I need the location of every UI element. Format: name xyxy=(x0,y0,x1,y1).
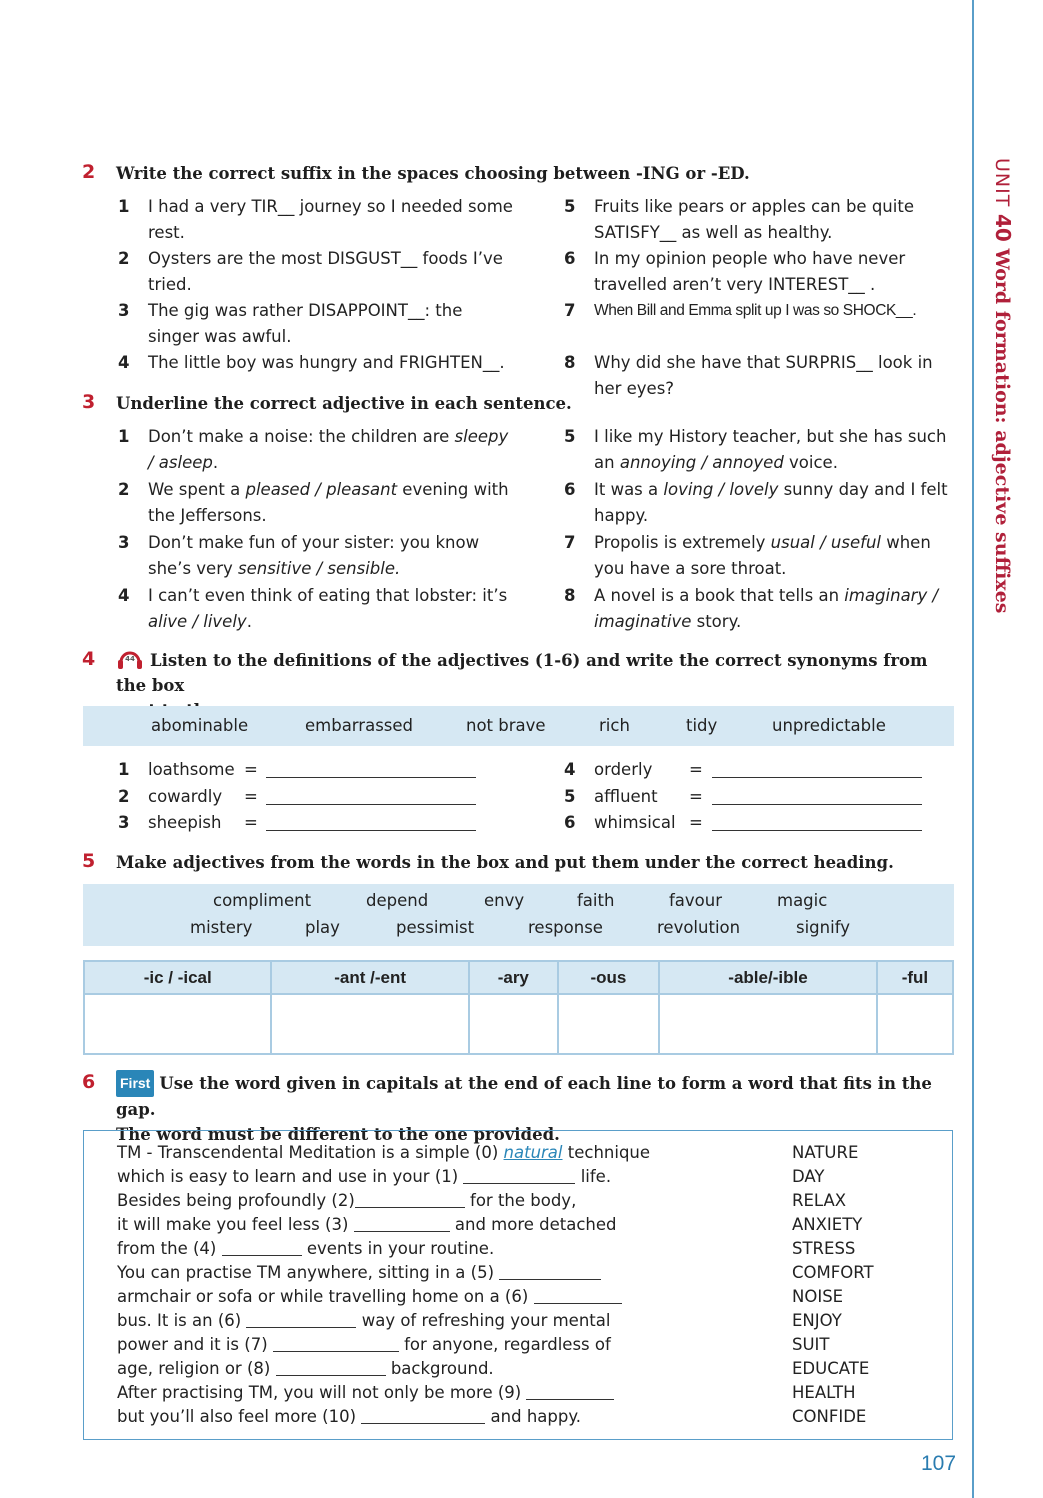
item-number: 4 xyxy=(118,353,130,372)
capital-word: ANXIETY xyxy=(792,1215,863,1234)
ex3-item xyxy=(118,424,528,476)
item-text: When Bill and Emma split up I was so SHOCK__. xyxy=(594,302,917,319)
gap-blank[interactable] xyxy=(361,1407,485,1424)
unit-word: UNIT xyxy=(991,158,1013,208)
item-text xyxy=(148,477,518,529)
answer-cell[interactable] xyxy=(659,994,877,1054)
column-heading: -ful xyxy=(877,961,953,994)
sentence-end: voice. xyxy=(783,453,838,472)
item-number: 5 xyxy=(564,197,576,216)
line-text: Besides being profoundly (2) xyxy=(117,1191,355,1210)
exercise-2-number: 2 xyxy=(82,161,96,183)
box-word: tidy xyxy=(686,716,718,735)
line-text-end: technique xyxy=(562,1143,651,1162)
exercise-2-title: Write the correct suffix in the spaces choosing between -ING or -ED. xyxy=(116,164,750,183)
answer-cell[interactable] xyxy=(877,994,953,1054)
equals-sign: = xyxy=(244,760,258,779)
answer-line[interactable] xyxy=(712,830,922,831)
item-number: 4 xyxy=(564,760,576,779)
item-number: 1 xyxy=(118,760,130,779)
line-text: age, religion or (8) xyxy=(117,1359,276,1378)
exercise-6-title-line1: Use the word given in capitals at the end of each line to form a word that fits in the gap. xyxy=(116,1074,932,1119)
item-number: 1 xyxy=(118,197,130,216)
box-word: envy xyxy=(484,891,525,910)
sentence-start: Propolis is extremely xyxy=(594,533,771,552)
item-word: orderly xyxy=(594,760,653,779)
sentence-start: I can’t even think of eating that lobster: it’s xyxy=(148,586,508,605)
box-word: not brave xyxy=(466,716,546,735)
item-number: 2 xyxy=(118,480,130,499)
box-word: depend xyxy=(366,891,429,910)
box-word: play xyxy=(305,918,340,937)
example-answer: natural xyxy=(503,1143,563,1162)
answer-line[interactable] xyxy=(266,804,476,805)
gap-blank[interactable] xyxy=(276,1359,386,1376)
exercise-5-number: 5 xyxy=(82,850,96,872)
box-word: embarrassed xyxy=(305,716,414,735)
answer-line[interactable] xyxy=(712,804,922,805)
sentence-start: It was a xyxy=(594,480,664,499)
headphones-audio-icon[interactable] xyxy=(116,648,144,670)
item-text: The gig was rather DISAPPOINT__: the singer was awful. xyxy=(148,301,463,346)
item-text xyxy=(594,477,956,529)
text-line xyxy=(117,1383,614,1402)
line-text: but you’ll also feel more (10) xyxy=(117,1407,362,1426)
page-number: 107 xyxy=(921,1452,957,1475)
synonym-item xyxy=(564,810,924,836)
line-text: power and it is (7) xyxy=(117,1335,273,1354)
item-text xyxy=(148,530,518,582)
line-text: You can practise TM anywhere, sitting in a (5) xyxy=(117,1263,500,1282)
synonym-item xyxy=(564,784,924,810)
item-word: loathsome xyxy=(148,760,235,779)
text-line xyxy=(117,1263,601,1282)
line-text: from the (4) xyxy=(117,1239,222,1258)
capital-word: EDUCATE xyxy=(792,1359,870,1378)
item-word: whimsical xyxy=(594,813,676,832)
item-text: Fruits like pears or apples can be quite SATISFY__ as well as healthy. xyxy=(594,197,914,242)
adjective-options[interactable]: pleased / pleasant xyxy=(245,480,398,499)
line-text-end: and more detached xyxy=(449,1215,617,1234)
answer-cell[interactable] xyxy=(558,994,659,1054)
answer-line[interactable] xyxy=(266,830,476,831)
item-text: The little boy was hungry and FRIGHTEN__. xyxy=(148,353,505,372)
item-number: 4 xyxy=(118,586,130,605)
gap-blank[interactable] xyxy=(222,1239,302,1256)
line-text-end: way of refreshing your mental xyxy=(356,1311,611,1330)
line-text: bus. It is an (6) xyxy=(117,1311,247,1330)
gap-blank[interactable] xyxy=(463,1167,575,1184)
box-word: abominable xyxy=(151,716,249,735)
text-line xyxy=(117,1335,611,1354)
item-text: In my opinion people who have never travelled aren’t very INTEREST__ . xyxy=(594,249,906,294)
exercise-6-number: 6 xyxy=(82,1071,96,1093)
sentence-start: Don’t make a noise: the children are xyxy=(148,427,455,446)
capital-word: SUIT xyxy=(792,1335,830,1354)
line-text-end: life. xyxy=(575,1167,612,1186)
box-word: response xyxy=(528,918,603,937)
exercise-6-title-line2: The word must be different to the one provided. xyxy=(116,1125,560,1144)
item-number: 6 xyxy=(564,480,576,499)
item-text xyxy=(594,530,956,582)
box-word: pessimist xyxy=(396,918,475,937)
answer-cell[interactable] xyxy=(84,994,271,1054)
answer-line[interactable] xyxy=(712,777,922,778)
sentence-start: A novel is a book that tells an xyxy=(594,586,845,605)
ex2-item xyxy=(118,246,528,298)
answer-cell[interactable] xyxy=(469,994,558,1054)
sentence-end: evening with the Jeffersons. xyxy=(148,480,509,525)
gap-blank[interactable] xyxy=(526,1383,614,1400)
item-number: 7 xyxy=(564,301,576,320)
gap-blank[interactable] xyxy=(246,1311,356,1328)
equals-sign: = xyxy=(689,760,703,779)
unit-number: 40 xyxy=(991,213,1015,242)
capital-word: HEALTH xyxy=(792,1383,856,1402)
capital-word: ENJOY xyxy=(792,1311,842,1330)
item-number: 3 xyxy=(118,533,130,552)
capital-word: DAY xyxy=(792,1167,825,1186)
exercise-4-number: 4 xyxy=(82,648,96,670)
synonym-item xyxy=(118,757,478,783)
equals-sign: = xyxy=(244,813,258,832)
adjective-options[interactable]: imaginary / imaginative xyxy=(594,586,939,631)
item-text: Oysters are the most DISGUST__ foods I’ve tried. xyxy=(148,249,503,294)
ex3-item xyxy=(564,477,959,529)
gap-blank[interactable] xyxy=(534,1287,622,1304)
item-number: 3 xyxy=(118,813,130,832)
equals-sign: = xyxy=(244,787,258,806)
item-text: I had a very TIR__ journey so I needed some rest. xyxy=(148,197,513,242)
line-text-end: for the body, xyxy=(464,1191,577,1210)
item-text xyxy=(594,583,956,635)
column-heading: -ant /-ent xyxy=(271,961,468,994)
text-line xyxy=(117,1359,494,1378)
adjective-options[interactable]: usual / useful xyxy=(770,533,881,552)
ex2-item xyxy=(564,350,959,402)
synonym-item xyxy=(564,757,924,783)
ex2-item xyxy=(564,246,959,298)
adjective-options[interactable]: annoying / annoyed xyxy=(619,453,784,472)
ex3-item xyxy=(564,530,959,582)
ex3-item xyxy=(564,583,959,635)
item-number: 5 xyxy=(564,787,576,806)
margin-rule xyxy=(972,0,974,1498)
item-text: Why did she have that SURPRIS__ look in her eyes? xyxy=(594,353,933,398)
item-number: 2 xyxy=(118,249,130,268)
column-heading: -able/-ible xyxy=(659,961,877,994)
first-certificate-badge: First xyxy=(116,1070,154,1097)
line-text: which is easy to learn and use in your (1) xyxy=(117,1167,464,1186)
ex2-item xyxy=(118,298,528,350)
capital-word: NOISE xyxy=(792,1287,844,1306)
item-number: 5 xyxy=(564,427,576,446)
track-number: 44 xyxy=(125,655,135,663)
box-word: magic xyxy=(777,891,828,910)
gap-blank[interactable] xyxy=(273,1335,399,1352)
adjective-options[interactable]: sensitive / sensible. xyxy=(238,559,401,578)
adjective-options[interactable]: alive / lively xyxy=(148,612,247,631)
capital-word: RELAX xyxy=(792,1191,847,1210)
sentence-end: . xyxy=(246,612,252,631)
line-text: it will make you feel less (3) xyxy=(117,1215,354,1234)
item-text xyxy=(148,424,518,476)
unit-sidebar xyxy=(985,158,1015,614)
adjective-options[interactable]: loving / lovely xyxy=(663,480,779,499)
box-word: mistery xyxy=(190,918,253,937)
text-line xyxy=(117,1215,617,1234)
sentence-end: sunny day and I felt happy. xyxy=(594,480,948,525)
capital-word: COMFORT xyxy=(792,1263,874,1282)
sentence-end: story. xyxy=(691,612,742,631)
sentence-start: We spent a xyxy=(148,480,246,499)
capital-word: STRESS xyxy=(792,1239,856,1258)
ex3-item xyxy=(564,424,959,476)
text-line xyxy=(117,1287,622,1306)
item-text xyxy=(594,424,956,476)
gap-blank[interactable] xyxy=(355,1191,465,1208)
text-line xyxy=(117,1311,610,1330)
ex2-item xyxy=(118,194,528,246)
item-number: 8 xyxy=(564,586,576,605)
ex2-item xyxy=(564,194,959,246)
box-word: signify xyxy=(796,918,850,937)
box-word: compliment xyxy=(213,891,312,910)
item-number: 8 xyxy=(564,353,576,372)
gap-blank[interactable] xyxy=(354,1215,450,1232)
item-number: 6 xyxy=(564,813,576,832)
ex2-item xyxy=(564,298,959,350)
item-number: 6 xyxy=(564,249,576,268)
column-heading: -ous xyxy=(558,961,659,994)
item-number: 7 xyxy=(564,533,576,552)
suffix-table xyxy=(83,960,954,1055)
text-line xyxy=(117,1143,650,1162)
exercise-3-title: Underline the correct adjective in each sentence. xyxy=(116,394,572,413)
line-text: After practising TM, you will not only be more (9) xyxy=(117,1383,527,1402)
item-word: sheepish xyxy=(148,813,222,832)
box-word: faith xyxy=(577,891,615,910)
sentence-start: Don’t make fun of your sister: you know she’s very xyxy=(148,533,480,578)
item-word: affluent xyxy=(594,787,658,806)
sentence-end: when you have a sore throat. xyxy=(594,533,931,578)
capital-word: NATURE xyxy=(792,1143,859,1162)
item-number: 3 xyxy=(118,301,130,320)
adjective-options[interactable]: sleepy / asleep xyxy=(148,427,509,472)
ex3-item xyxy=(118,530,528,582)
text-line xyxy=(117,1191,576,1210)
text-line xyxy=(117,1239,494,1258)
exercise-3-number: 3 xyxy=(82,391,96,413)
sentence-start: I like my History teacher, but she has such an xyxy=(594,427,947,472)
sentence-end: . xyxy=(212,453,219,472)
ex3-item xyxy=(118,477,528,529)
gap-blank[interactable] xyxy=(499,1263,601,1280)
item-number: 1 xyxy=(118,427,130,446)
answer-line[interactable] xyxy=(266,777,476,778)
item-word: cowardly xyxy=(148,787,223,806)
item-text xyxy=(148,583,518,635)
text-line xyxy=(117,1167,611,1186)
line-text-end: and happy. xyxy=(485,1407,582,1426)
exercise-5-title: Make adjectives from the words in the box and put them under the correct heading. xyxy=(116,853,894,872)
line-text: armchair or sofa or while travelling home on a (6) xyxy=(117,1287,534,1306)
line-text-end: for anyone, regardless of xyxy=(398,1335,611,1354)
ex3-item xyxy=(118,583,528,635)
box-word: revolution xyxy=(657,918,741,937)
box-word: unpredictable xyxy=(772,716,886,735)
box-word: favour xyxy=(669,891,723,910)
exercise-4-title-line1: Listen to the definitions of the adjectives (1-6) and write the correct synonyms from the box xyxy=(116,651,928,695)
equals-sign: = xyxy=(689,787,703,806)
unit-title: Word formation: adjective suffixes xyxy=(991,248,1013,614)
line-text-end: events in your routine. xyxy=(301,1239,495,1258)
text-line xyxy=(117,1407,581,1426)
item-number: 2 xyxy=(118,787,130,806)
line-text: TM - Transcendental Meditation is a simple (0) xyxy=(117,1143,504,1162)
equals-sign: = xyxy=(689,813,703,832)
synonym-item xyxy=(118,810,478,836)
capital-word: CONFIDE xyxy=(792,1407,867,1426)
box-word: rich xyxy=(599,716,630,735)
column-heading: -ary xyxy=(469,961,558,994)
column-heading: -ic / -ical xyxy=(84,961,271,994)
answer-cell[interactable] xyxy=(271,994,468,1054)
line-text-end: background. xyxy=(385,1359,494,1378)
synonym-item xyxy=(118,784,478,810)
